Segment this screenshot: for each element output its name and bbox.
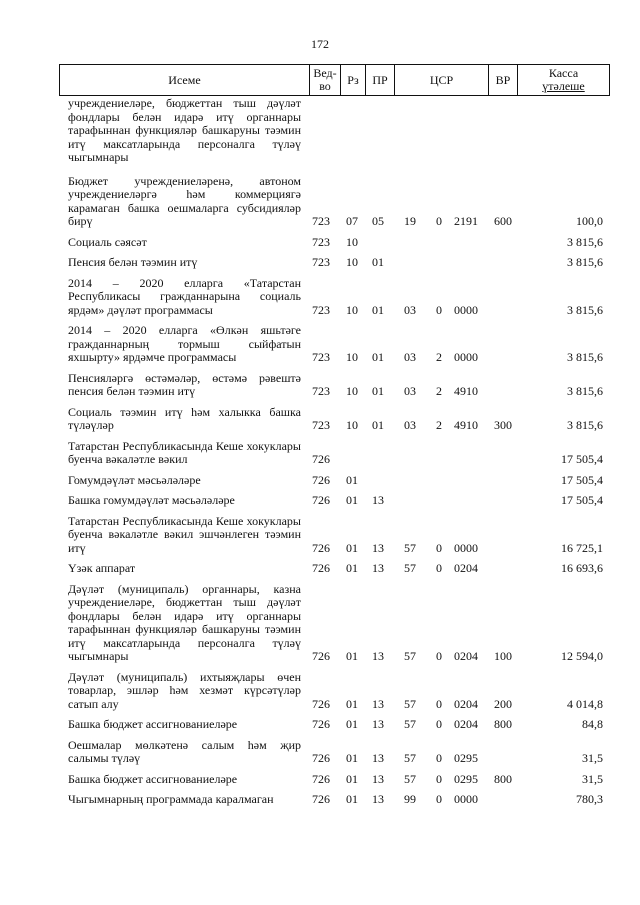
row-kassa: 84,8 <box>582 717 603 731</box>
row-csr-subprogram: 0 <box>436 649 442 663</box>
row-pr: 13 <box>372 561 384 575</box>
row-csr-subprogram: 0 <box>436 771 442 786</box>
row-csr-program: 57 <box>404 717 416 731</box>
row-name: 2014 – 2020 елларга «Өлкән яшьтәге гражданнарның тормыш сыйфатын яхшырту» ярдәмче программасы <box>68 323 301 364</box>
row-ved: 726 <box>312 452 330 466</box>
row-kassa: 31,5 <box>582 751 603 765</box>
row-name: Бюджет учреждениеләренә, автоном учреждениеләргә һәм коммерциягә карамаган башка оешмаларга субсидияләр бирү <box>68 173 301 228</box>
row-csr-subprogram: 0 <box>436 302 442 317</box>
row-kassa: 4 014,8 <box>567 696 603 711</box>
row-name: 2014 – 2020 елларга «Татарстан Республикасы гражданнарына социаль ярдәм» дәүләт программасы <box>68 275 301 317</box>
row-name: Чыгымнарның программада каралмаган <box>68 792 274 806</box>
row-name: Башка бюджет ассигнованиеләре <box>68 717 238 731</box>
row-name: Социаль тәэмин итү һәм халыкка башка түләүләр <box>68 404 301 432</box>
table-row <box>0 256 640 270</box>
row-pr: 13 <box>372 751 384 765</box>
row-rz: 01 <box>346 472 358 487</box>
row-pr: 13 <box>372 696 384 711</box>
row-kassa: 31,5 <box>582 771 603 786</box>
row-kassa: 3 815,6 <box>567 302 603 317</box>
row-vr: 300 <box>494 418 512 432</box>
row-pr: 01 <box>372 384 384 398</box>
row-rz: 01 <box>346 561 358 575</box>
row-pr: 13 <box>372 771 384 786</box>
row-vr: 600 <box>494 214 512 228</box>
row-rz: 10 <box>346 350 358 364</box>
page-number: 172 <box>311 37 329 51</box>
row-name: Социаль сәясәт <box>68 234 147 249</box>
row-csr-program: 03 <box>404 350 416 364</box>
row-name: Башка бюджет ассигнованиеләре <box>68 771 238 786</box>
row-csr-direction: 0204 <box>454 649 478 663</box>
row-pr: 13 <box>372 493 384 507</box>
row-rz: 10 <box>346 234 358 249</box>
row-ved: 726 <box>312 717 330 731</box>
row-csr-subprogram: 0 <box>436 717 442 731</box>
table-row <box>0 718 640 732</box>
header-vr: ВР <box>495 72 511 87</box>
row-ved: 726 <box>312 561 330 575</box>
row-rz: 01 <box>346 696 358 711</box>
table-row <box>0 515 640 556</box>
row-name: Татарстан Республикасында Кеше хокуклары буенча вәкаләтле вәкил эшчәнлеген тәэмин итү <box>68 513 301 555</box>
row-ved: 723 <box>312 255 330 269</box>
row-csr-program: 57 <box>404 561 416 575</box>
header-kassa-line2: үтәлеше <box>542 79 585 93</box>
row-kassa: 100,0 <box>576 214 603 228</box>
header-ved: Вед-во <box>313 66 337 93</box>
row-name: Үзәк аппарат <box>68 561 136 575</box>
row-ved: 726 <box>312 771 330 786</box>
row-csr-direction: 4910 <box>454 418 478 432</box>
row-rz: 07 <box>346 214 358 228</box>
row-kassa: 17 505,4 <box>561 493 603 507</box>
row-rz: 01 <box>346 792 358 806</box>
table-row <box>0 372 640 399</box>
row-ved: 726 <box>312 696 330 711</box>
header-name: Исеме <box>168 72 201 87</box>
row-ved: 723 <box>312 214 330 228</box>
row-vr: 200 <box>494 696 512 711</box>
table-row <box>0 583 640 664</box>
row-csr-program: 19 <box>404 214 416 228</box>
row-csr-program: 03 <box>404 302 416 317</box>
row-ved: 726 <box>312 649 330 663</box>
row-ved: 723 <box>312 418 330 432</box>
row-ved: 726 <box>312 472 330 487</box>
row-csr-program: 57 <box>404 696 416 711</box>
row-csr-direction: 0204 <box>454 717 478 731</box>
row-kassa: 16 725,1 <box>561 540 603 555</box>
row-rz: 10 <box>346 384 358 398</box>
row-csr-subprogram: 0 <box>436 696 442 711</box>
row-csr-direction: 2191 <box>454 214 478 228</box>
header-kassa-line1: Касса <box>548 66 579 80</box>
row-pr: 01 <box>372 302 384 317</box>
row-csr-subprogram: 0 <box>436 540 442 555</box>
table-row <box>0 406 640 433</box>
row-vr: 100 <box>494 649 512 663</box>
row-ved: 723 <box>312 384 330 398</box>
row-csr-direction: 0204 <box>454 696 478 711</box>
row-pr: 13 <box>372 649 384 663</box>
table-row <box>0 739 640 766</box>
row-kassa: 3 815,6 <box>567 418 603 432</box>
row-kassa: 17 505,4 <box>561 472 603 487</box>
row-name: Дәүләт (муниципаль) органнары, казна учреждениеләре, бюджеттан тыш дәүләт фондлары белән идарә итү органнары тарафыннан функцияләр башкаруны тәэмин итү максатларында персоналга түләү чыгымнары <box>68 581 301 663</box>
table-row <box>0 793 640 807</box>
row-kassa: 3 815,6 <box>567 234 603 249</box>
row-kassa: 17 505,4 <box>561 452 603 466</box>
row-csr-program: 57 <box>404 751 416 765</box>
row-csr-direction: 0000 <box>454 302 478 317</box>
row-rz: 01 <box>346 717 358 731</box>
row-csr-program: 57 <box>404 540 416 555</box>
row-pr: 13 <box>372 792 384 806</box>
row-kassa: 16 693,6 <box>561 561 603 575</box>
row-kassa: 3 815,6 <box>567 255 603 269</box>
row-name: Башка гомумдәүләт мәсьәләләре <box>68 493 235 507</box>
table-row <box>0 474 640 488</box>
row-csr-subprogram: 0 <box>436 751 442 765</box>
row-csr-direction: 0295 <box>454 751 478 765</box>
row-pr: 01 <box>372 350 384 364</box>
row-vr: 800 <box>494 717 512 731</box>
row-pr: 13 <box>372 540 384 555</box>
row-ved: 723 <box>312 350 330 364</box>
row-csr-subprogram: 0 <box>436 792 442 806</box>
row-csr-direction: 0000 <box>454 540 478 555</box>
row-csr-subprogram: 0 <box>436 561 442 575</box>
row-kassa: 3 815,6 <box>567 350 603 364</box>
row-rz: 10 <box>346 255 358 269</box>
row-csr-direction: 0000 <box>454 792 478 806</box>
table-header <box>59 64 610 96</box>
row-ved: 726 <box>312 540 330 555</box>
table-row <box>0 440 640 467</box>
row-name: Татарстан Республикасында Кеше хокуклары буенча вәкаләтле вәкил <box>68 438 301 466</box>
table-body <box>0 97 640 807</box>
header-rz: Рз <box>347 72 359 87</box>
table-row <box>0 562 640 576</box>
table-row <box>0 324 640 365</box>
row-csr-program: 99 <box>404 792 416 806</box>
row-csr-direction: 4910 <box>454 384 478 398</box>
table-row <box>0 97 640 165</box>
row-rz: 01 <box>346 751 358 765</box>
row-csr-subprogram: 2 <box>436 384 442 398</box>
row-csr-direction: 0204 <box>454 561 478 575</box>
row-pr: 01 <box>372 255 384 269</box>
row-pr: 01 <box>372 418 384 432</box>
row-rz: 01 <box>346 540 358 555</box>
row-name: Дәүләт (муниципаль) ихтыяҗлары өчен товарлар, эшләр һәм хезмәт күрсәтүләр сатып алу <box>68 669 301 711</box>
row-ved: 726 <box>312 751 330 765</box>
row-csr-subprogram: 2 <box>436 418 442 432</box>
row-kassa: 12 594,0 <box>561 649 603 663</box>
row-ved: 723 <box>312 234 330 249</box>
row-name: Пенсияләргә өстәмәләр, өстәмә рәвештә пенсия белән тәэмин итү <box>68 370 301 398</box>
row-ved: 726 <box>312 493 330 507</box>
table-row <box>0 494 640 508</box>
table-row <box>0 236 640 250</box>
row-name: Пенсия белән тәэмин итү <box>68 255 198 269</box>
row-csr-program: 03 <box>404 418 416 432</box>
row-kassa: 3 815,6 <box>567 384 603 398</box>
header-csr: ЦСР <box>429 72 454 87</box>
row-rz: 10 <box>346 418 358 432</box>
row-kassa: 780,3 <box>576 792 603 806</box>
table-row <box>0 671 640 712</box>
row-pr: 05 <box>372 214 384 228</box>
row-rz: 10 <box>346 302 358 317</box>
table-row <box>0 773 640 787</box>
row-pr: 13 <box>372 717 384 731</box>
row-name: Оешмалар мөлкәтенә салым һәм җир салымы түләү <box>68 737 301 765</box>
row-csr-subprogram: 0 <box>436 214 442 228</box>
row-csr-subprogram: 2 <box>436 350 442 364</box>
table-row <box>0 277 640 318</box>
row-vr: 800 <box>494 771 512 786</box>
row-name: Гомумдәүләт мәсьәләләре <box>68 472 201 487</box>
row-rz: 01 <box>346 649 358 663</box>
row-name: учреждениеләре, бюджеттан тыш дәүләт фондлары белән идарә итү органнары тарафыннан функцияләр башкаруны тәэмин итү максатларында персоналга түләү чыгымнары <box>68 96 301 164</box>
row-csr-program: 57 <box>404 771 416 786</box>
row-csr-direction: 0000 <box>454 350 478 364</box>
row-ved: 726 <box>312 792 330 806</box>
row-csr-direction: 0295 <box>454 771 478 786</box>
table-row <box>0 175 640 229</box>
row-csr-program: 03 <box>404 384 416 398</box>
row-rz: 01 <box>346 771 358 786</box>
header-pr: ПР <box>372 72 388 87</box>
row-rz: 01 <box>346 493 358 507</box>
row-ved: 723 <box>312 302 330 317</box>
row-csr-program: 57 <box>404 649 416 663</box>
header-kassa <box>518 65 609 95</box>
